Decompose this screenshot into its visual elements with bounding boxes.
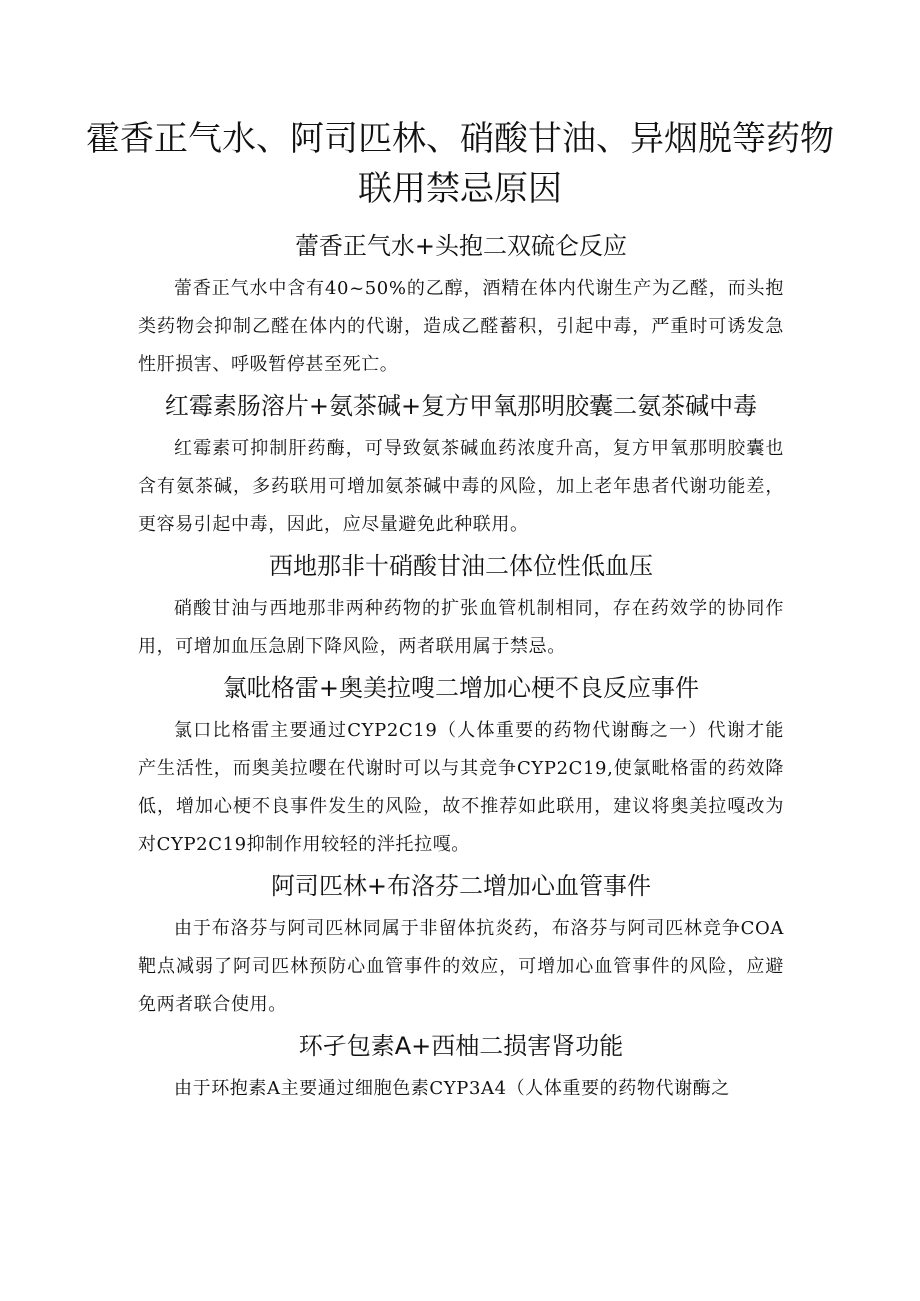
section-clopidogrel	[138, 670, 784, 864]
section-cefalosporin	[138, 228, 784, 384]
section-cyclosporine	[138, 1028, 784, 1108]
section-body: 由于布洛芬与阿司匹林同属于非留体抗炎药，布洛芬与阿司匹林竞争COA靶点减弱了阿司匹林预防心血管事件的效应，可增加心血管事件的风险，应避免两者联合使用。	[138, 918, 784, 1015]
section-aspirin	[138, 868, 784, 1024]
section-heading: 环孑包素A+西柚二损害肾功能	[298, 1032, 624, 1060]
section-body: 氯口比格雷主要通过CYP2C19（人体重要的药物代谢酶之一）代谢才能产生活性，而奥美拉嚶在代谢时可以与其竞争CYP2C19,使氯毗格雷的药效降低，增加心梗不良事件发生的风险，故不推荐如此联用，建议将奥美拉嘎改为对CYP2C19抑制作用较轻的泮托拉嘎。	[138, 720, 784, 855]
section-sildenafil	[138, 548, 784, 666]
section-heading: 氯吡格雷+奥美拉嗖二增加心梗不良反应事件	[222, 674, 700, 702]
page-title: 霍香正气水、阿司匹林、硝酸甘油、异烟脱等药物联用禁忌原因	[86, 119, 834, 209]
section-heading: 蕾香正气水+头抱二双硫仑反应	[294, 232, 628, 260]
section-heading: 阿司匹林+布洛芬二增加心血管事件	[270, 872, 652, 900]
section-heading: 西地那非十硝酸甘油二体位性低血压	[269, 552, 653, 580]
section-aminophylline	[138, 388, 784, 544]
section-body: 硝酸甘油与西地那非两种药物的扩张血管机制相同，存在药效学的协同作用，可增加血压急剧下降风险，两者联用属于禁忌。	[138, 598, 784, 657]
section-body: 红霉素可抑制肝药酶，可导致氨茶碱血药浓度升高，复方甲氧那明胶囊也含有氨茶碱，多药联用可增加氨茶碱中毒的风险，加上老年患者代谢功能差，更容易引起中毒，因此，应尽量避免此种联用。	[138, 438, 784, 535]
section-heading: 红霉素肠溶片+氨茶碱+复方甲氧那明胶囊二氨茶碱中毒	[164, 392, 758, 420]
sections-container	[138, 228, 784, 1112]
section-body: 蕾香正气水中含有40~50%的乙醇，酒精在体内代谢生产为乙醛，而头抱类药物会抑制乙醛在体内的代谢，造成乙醛蓄积，引起中毒，严重时可诱发急性肝损害、呼吸暂停甚至死亡。	[138, 278, 784, 375]
section-body: 由于环抱素A主要通过细胞色素CYP3A4（人体重要的药物代谢酶之	[174, 1078, 730, 1099]
